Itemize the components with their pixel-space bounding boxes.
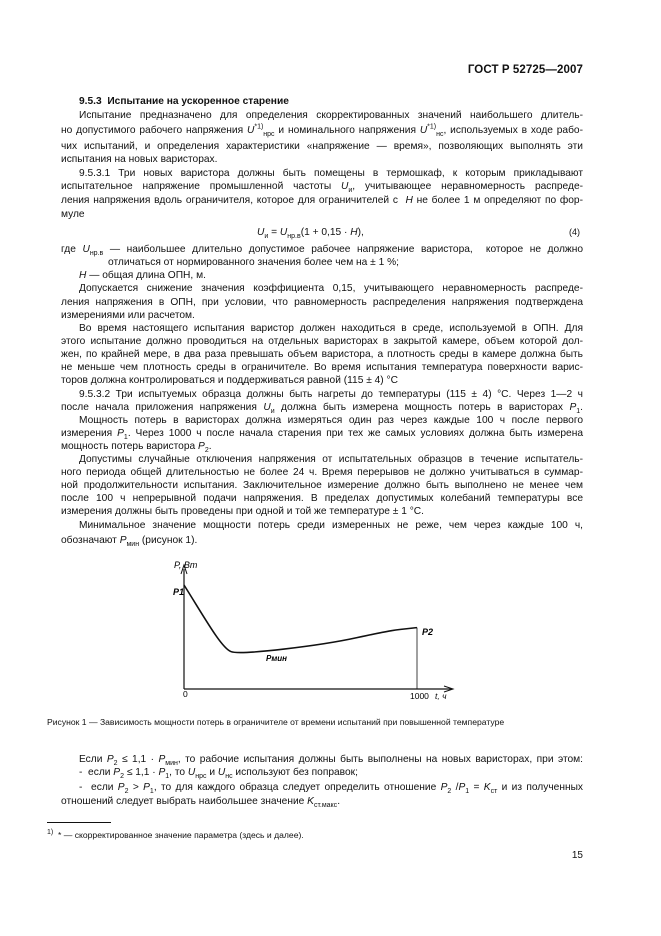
label-p2: P2 [422, 627, 434, 637]
text-line: измерения $P_1$. Через 1000 ч после начала старения при тех же самых условиях должна быть измерена [61, 428, 583, 442]
y-axis-label: P, Вт [174, 560, 198, 570]
text-line: ления напряжения вдоль ограничителя, которое для ограничителей с H не более 1 м определяют по фор- [61, 195, 583, 206]
text-line: Если $P_2 \le 1,1 \cdot P_{мин}$, то рабочие испытания должны быть выполнены на новых варисторах, при этом: [79, 754, 583, 768]
text-line: - если $P_2 \le 1,1 \cdot P_1$, то $U_{нрс}$ и $U_{нс}$ используют без поправок; [79, 767, 358, 781]
text-line: но допустимого рабочего напряжения $U^{*1)}_{нрс}$ и номинального напряжения $U^{*1)}_{нс}$, используемых в ходе рабо- [61, 123, 583, 139]
text-line: Допускается снижение значения коэффициента 0,15, учитывающего неравномерность распреде- [79, 283, 583, 294]
text-line: Во время настоящего испытания варистор должен находиться в среде, используемой в ОПН. Для [79, 323, 583, 334]
text-line: Мощность потерь в варисторах должна измеряться один раз через каждые 100 ч после первого [79, 415, 583, 426]
text-line: ления напряжения в ОПН, при условии, что равномерность распределения напряжения подтверждена [61, 297, 583, 308]
figure-chart [160, 555, 460, 705]
text-line: отличаться от нормированного значения более чем на ± 1 %; [108, 257, 399, 268]
text-line: H — общая длина ОПН, м. [79, 270, 206, 281]
text-line: 9.5.3.2 Три испытуемых образца должны быть нагреты до температуры (115 ± 4) °С. Через 1—2 ч [79, 389, 583, 400]
text-line: не меньше чем плотность среды в ограничителе. Во время испытания температура поверхности варис- [61, 362, 583, 373]
text-line: муле [61, 209, 85, 220]
equation: $U_и = U_{нр.в}(1 + 0,15 \cdot H)$, [257, 227, 364, 241]
section-title: Испытание на ускоренное старение [107, 96, 289, 107]
text-line: чих испытаний, и определения характеристики «напряжение — время», позволяющих выполнять эти [61, 141, 583, 152]
series-line [184, 585, 417, 652]
text-line: после 100 ч непрерывной подачи напряжения. В пределах допустимых колебаний температуры все [61, 493, 583, 504]
equation-number: (4) [569, 227, 580, 237]
text-line: этого испытание должно проводиться на отдельных варисторах в закрытой камере, объем которой дол- [61, 336, 583, 347]
text-line: испытательное напряжение промышленной частоты $U_и$, учитывающее неравномерность распреде- [61, 181, 583, 195]
text-line: жен, по крайней мере, в два раза превышать объем варистора, а плотность среды в камере должна быть [61, 349, 583, 360]
x-tick-label: 1000 [410, 691, 429, 701]
x-axis-label: t, ч [435, 691, 447, 701]
text-line: испытания на новых варисторах. [61, 154, 218, 165]
text-line: ного периода общей длительностью не более 24 ч. Время перерывов не должно учитываться в суммар- [61, 467, 583, 478]
text-line: 9.5.3.1 Три новых варистора должны быть помещены в термошкаф, к которым прикладывают [79, 168, 583, 179]
text-line: обозначают $P_{мин}$ (рисунок 1). [61, 535, 198, 549]
section-number: 9.5.3 [79, 96, 102, 107]
text-line: ной продолжительности испытания. Заключительное измерение должно быть выполнено не менее чем [61, 480, 583, 491]
text-line: Минимальное значение мощности потерь среди измеренных не реже, чем через каждые 100 ч, [79, 520, 583, 531]
origin-label: 0 [183, 689, 188, 699]
text-line: измерения должны быть проведены при одной и той же температуре ± 1 °С. [61, 506, 424, 517]
footnote: $^{1)}$ * — скорректированное значение параметра (здесь и далее). [47, 829, 304, 840]
section-heading [79, 95, 601, 108]
text-line: отношений следует выбрать наибольшее значение $K_{ст.макс}$. [61, 796, 341, 810]
text-line: мощность потерь варистора $P_2$. [61, 441, 212, 455]
label-pmin: Pмин [266, 654, 287, 663]
footnote-rule [47, 822, 111, 823]
text-line: Испытание предназначено для определения скорректированных значений наибольшего длитель- [79, 110, 583, 121]
text-line: Допустимы случайные отключения напряжения от испытательных образцов в течение испытатель- [79, 454, 583, 465]
text-line: после начала приложения напряжения $U_и$ должна быть измерена мощность потерь в варисторах $P_1$. [61, 402, 583, 416]
text-line: - если $P_2 > P_1$, то для каждого образца следует определить отношение $P_2$ $/P_1 = K_{ст}$ и из полученных [79, 782, 583, 796]
page-number: 15 [571, 850, 583, 861]
document-code: ГОСТ Р 52725—2007 [467, 64, 583, 76]
text-line: измерениями или расчетом. [61, 310, 195, 321]
label-p1: P1 [173, 587, 185, 597]
text-line: торов должна контролироваться и поддерживаться равной (115 ± 4) °С [61, 375, 398, 386]
figure-caption: Рисунок 1 — Зависимость мощности потерь в ограничителе от времени испытаний при повышенной температуре [47, 717, 505, 727]
text-line: где $U_{нр.в}$ — наибольшее длительно допустимое рабочее напряжение варистора, которое не должно [61, 244, 583, 258]
